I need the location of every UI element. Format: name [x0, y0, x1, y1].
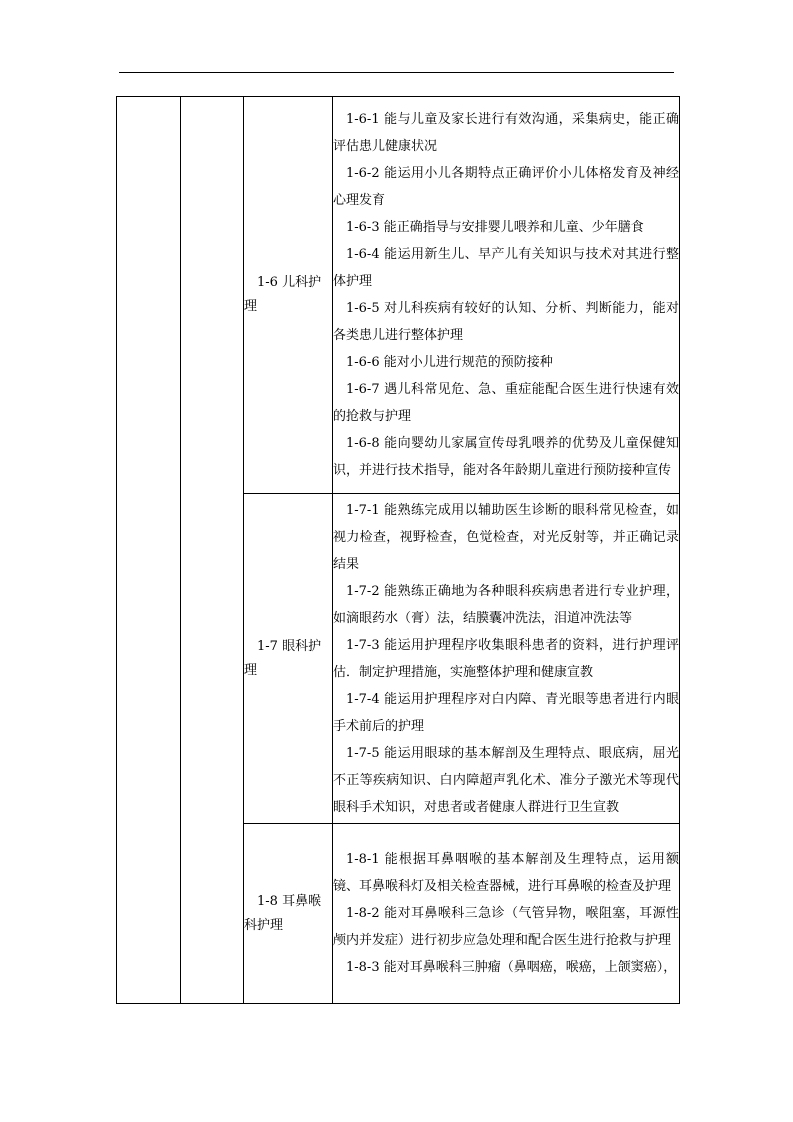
item-text: 1-8-3 能对耳鼻喉科三肿瘤（鼻咽癌，喉癌，上颌窦癌），: [346, 960, 677, 975]
module-cell: [244, 494, 333, 824]
item-text: 1-7-3 能运用护理程序收集眼科患者的资料，进行护理评估．制定护理措施，实施整体护理和健康宣教: [333, 637, 679, 680]
header-rule: [119, 72, 674, 73]
module-label: 1-7 眼科护理: [244, 638, 322, 678]
item-text: 1-8-1 能根据耳鼻咽喉的基本解剖及生理特点，运用额镜、耳鼻喉科灯及相关检查器械，进行耳鼻喉的检查及护理: [333, 852, 679, 894]
module-label: 1-6 儿科护理: [244, 275, 322, 314]
item-text: 1-7-4 能运用护理程序对白内障、青光眼等患者进行内眼手术前后的护理: [333, 691, 679, 734]
item-text: 1-6-3 能正确指导与安排婴儿喂养和儿童、少年膳食: [346, 220, 644, 235]
items-cell: [333, 494, 680, 824]
item-text: 1-7-1 能熟练完成用以辅助医生诊断的眼科常见检查，如视力检查，视野检查，色觉检查，对光反射等，并正确记录结果: [333, 502, 679, 572]
blank-cell-col1: [117, 97, 181, 1004]
item-text: 1-7-2 能熟练正确地为各种眼科疾病患者进行专业护理，如滴眼药水（膏）法，结膜囊冲洗法，泪道冲洗法等: [333, 583, 679, 626]
module-cell: [244, 97, 333, 494]
item-text: 1-6-2 能运用小儿各期特点正确评价小儿体格发育及神经心理发育: [333, 166, 679, 208]
item-text: 1-6-7 遇儿科常见危、急、重症能配合医生进行快速有效的抢救与护理: [333, 382, 679, 424]
item-text: 1-6-1 能与儿童及家长进行有效沟通，采集病史，能正确评估患儿健康状况: [333, 112, 679, 154]
items-cell: [333, 824, 680, 1004]
item-text: 1-6-5 对儿科疾病有较好的认知、分析、判断能力，能对各类患儿进行整体护理: [333, 301, 679, 343]
item-text: 1-6-6 能对小儿进行规范的预防接种: [346, 355, 553, 370]
items-cell: [333, 97, 680, 494]
item-text: 1-8-2 能对耳鼻喉科三急诊（气管异物，喉阻塞，耳源性颅内并发症）进行初步应急处理和配合医生进行抢救与护理: [333, 906, 679, 948]
module-label: 1-8 耳鼻喉科护理: [244, 893, 322, 933]
module-cell: [244, 824, 333, 1004]
blank-cell-col2: [181, 97, 244, 1004]
item-text: 1-7-5 能运用眼球的基本解剖及生理特点、眼底病，屈光不正等疾病知识、白内障超声乳化术、准分子激光术等现代眼科手术知识，对患者或者健康人群进行卫生宣教: [333, 745, 679, 815]
curriculum-table: [116, 96, 680, 1004]
item-text: 1-6-8 能向婴幼儿家属宣传母乳喂养的优势及儿童保健知识，并进行技术指导，能对各年龄期儿童进行预防接种宣传: [333, 436, 679, 478]
table-row: [117, 97, 680, 494]
item-text: 1-6-4 能运用新生儿、早产儿有关知识与技术对其进行整体护理: [333, 247, 679, 289]
